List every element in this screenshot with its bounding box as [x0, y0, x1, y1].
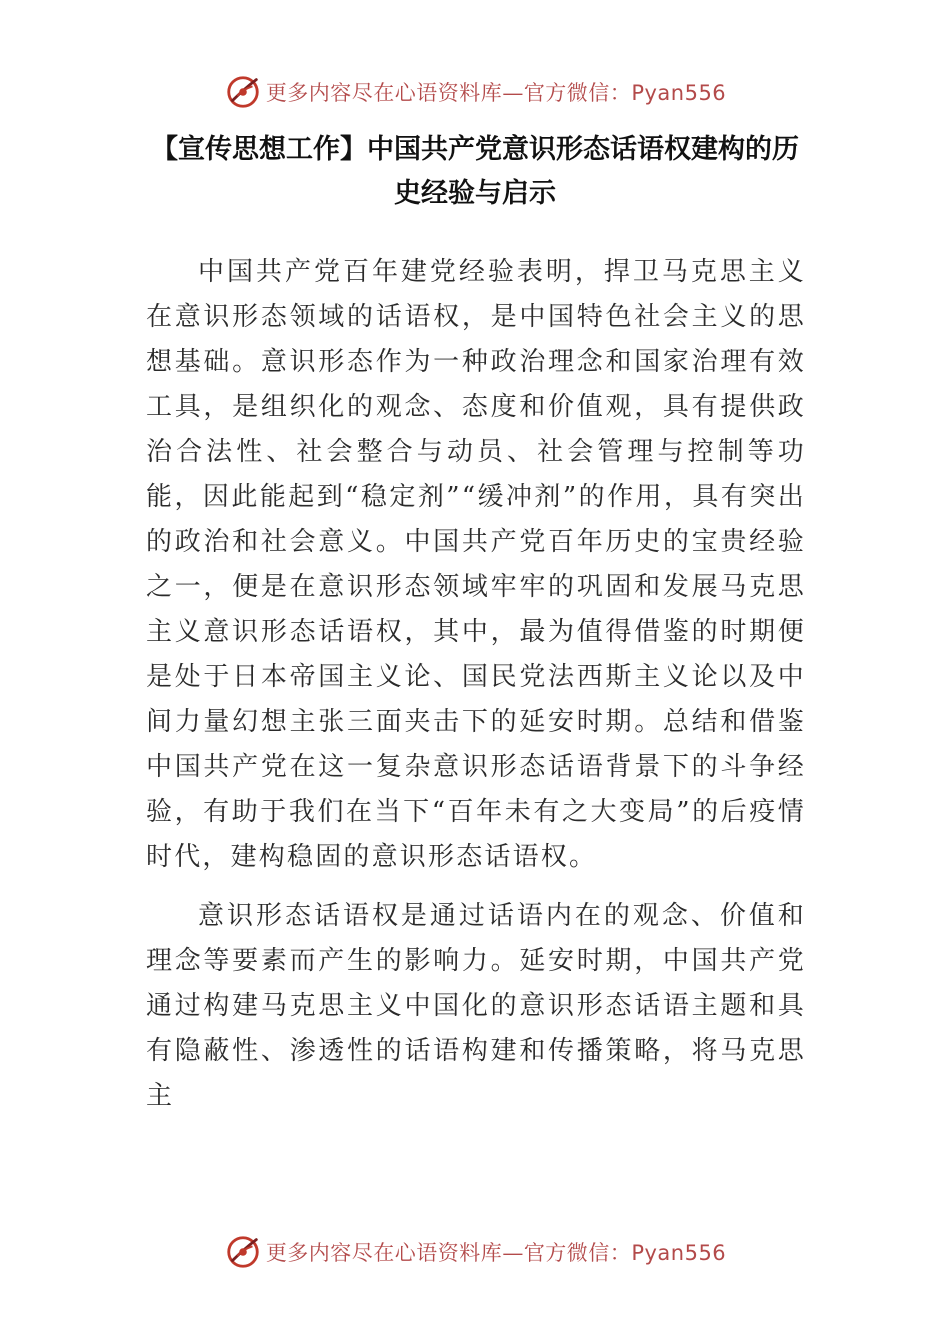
header-banner [0, 72, 950, 112]
paragraph-2: 意识形态话语权是通过话语内在的观念、价值和理念等要素而产生的影响力。延安时期，中国共产党通过构建马克思主义中国化的意识形态话语主题和具有隐蔽性、渗透性的话语构建和传播策略，将马克思主 [146, 901, 806, 1111]
document-body [146, 250, 806, 1133]
header-wechat-label: 官方微信： [523, 81, 632, 105]
header-site-name: 更多内容尽在心语资料库 [265, 81, 503, 105]
header-separator: — [502, 81, 524, 105]
footer-wechat-label: 官方微信： [523, 1241, 632, 1265]
document-title: 【宣传思想工作】中国共产党意识形态话语权建构的历史经验与启示 [151, 134, 799, 209]
brand-logo-icon [224, 1233, 262, 1271]
paragraph-1: 中国共产党百年建党经验表明，捍卫马克思主义在意识形态领域的话语权，是中国特色社会主义的思想基础。意识形态作为一种政治理念和国家治理有效工具，是组织化的观念、态度和价值观，具有提供政治合法性、社会整合与动员、社会管理与控制等功能，因此能起到“稳定剂”“缓冲剂”的作用，具有突出的政治和社会意义。中国共产党百年历史的宝贵经验之一，便是在意识形态领域牢牢的巩固和发展马克思主义意识形态话语权，其中，最为值得借鉴的时期便是处于日本帝国主义论、国民党法西斯主义论以及中间力量幻想主张三面夹击下的延安时期。总结和借鉴中国共产党在这一复杂意识形态话语背景下的斗争经验，有助于我们在当下“百年未有之大变局”的后疫情时代，建构稳固的意识形态话语权。 [146, 257, 806, 872]
footer-banner-text [266, 1237, 726, 1267]
footer-wechat-id: Pyan556 [631, 1241, 727, 1265]
brand-logo-icon [224, 73, 262, 111]
footer-banner [0, 1232, 950, 1272]
footer-separator: — [502, 1241, 524, 1265]
header-banner-text [266, 77, 726, 107]
header-wechat-id: Pyan556 [631, 81, 727, 105]
footer-site-name: 更多内容尽在心语资料库 [265, 1241, 503, 1265]
